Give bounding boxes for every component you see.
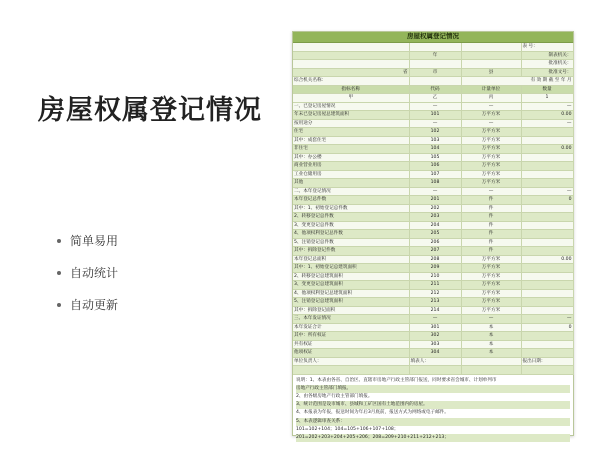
cell-unit: — — [461, 119, 521, 128]
cell-unit: 万平方米 — [461, 136, 521, 145]
bullet-dot-icon — [57, 239, 61, 243]
cell-name: 其中：成套住宅 — [293, 136, 409, 145]
cell-unit: 本 — [461, 323, 521, 332]
table-row — [293, 255, 573, 264]
sheet-title: 房屋权属登记情况 — [293, 32, 573, 43]
cell-unit: 万平方米 — [461, 162, 521, 171]
cell-qty — [521, 170, 573, 179]
cell-code: 214 — [409, 306, 461, 315]
cell-name: 三、本年发证情况 — [293, 315, 409, 324]
cell-unit: — — [461, 187, 521, 196]
province-label: 省 — [293, 68, 409, 77]
cell-qty: 0 — [521, 323, 573, 332]
cell-unit: 件 — [461, 213, 521, 222]
cell-unit: 万平方米 — [461, 153, 521, 162]
cell-name: 商业营业用房 — [293, 162, 409, 171]
blank-row — [293, 366, 573, 375]
cell-qty — [521, 153, 573, 162]
cell-unit: 万平方米 — [461, 128, 521, 137]
table-row — [293, 179, 573, 188]
cell-name: 其中：1、初始登记总建筑面积 — [293, 264, 409, 273]
cell-qty — [521, 136, 573, 145]
cell-qty — [521, 349, 573, 358]
cell-code: 202 — [409, 204, 461, 213]
table-row — [293, 136, 573, 145]
bullet-dot-icon — [57, 271, 61, 275]
cell-unit: 件 — [461, 221, 521, 230]
valid-label: 有 效 期 截 至 年 月 — [461, 77, 573, 86]
cell-qty — [521, 221, 573, 230]
table-row — [293, 170, 573, 179]
cell-unit: — — [461, 315, 521, 324]
cell-name: 2、转移登记总件数 — [293, 213, 409, 222]
filler-label: 填表人： — [409, 357, 461, 366]
cell-qty — [521, 247, 573, 256]
cell-unit: 万平方米 — [461, 170, 521, 179]
cell-code: — — [409, 102, 461, 111]
cell-unit: 本 — [461, 340, 521, 349]
cell-name: 5、注销登记总建筑面积 — [293, 298, 409, 307]
cell-code: 104 — [409, 145, 461, 154]
cell-name: 他项权证 — [293, 349, 409, 358]
cell-name: 其中：拆除登记件数 — [293, 247, 409, 256]
cell-code: — — [409, 187, 461, 196]
cell-name: 4、他项权利登记总件数 — [293, 230, 409, 239]
county-label: 县 — [461, 68, 521, 77]
cell-qty — [521, 264, 573, 273]
cell-name: 其他 — [293, 179, 409, 188]
cell-name: 按用途分 — [293, 119, 409, 128]
cell-code: 208 — [409, 255, 461, 264]
cell-unit: 件 — [461, 238, 521, 247]
cell-qty — [521, 281, 573, 290]
promo-title: 房屋权属登记情况 — [38, 95, 262, 126]
cell-unit: 万平方米 — [461, 306, 521, 315]
cell-code: 103 — [409, 136, 461, 145]
note-line: 5、本表逻辑审查关系： — [296, 418, 570, 426]
bullet-dot-icon — [57, 303, 61, 307]
meta-row — [293, 68, 573, 77]
feature-item — [70, 234, 118, 266]
table-row — [293, 323, 573, 332]
promo-panel — [0, 0, 290, 460]
cell-qty — [521, 213, 573, 222]
cell-unit: 万平方米 — [461, 272, 521, 281]
cell-unit: 万平方米 — [461, 255, 521, 264]
approve-org-label: 批准机关： — [521, 60, 573, 69]
cell-name: 共有权证 — [293, 340, 409, 349]
cell-qty: — — [521, 187, 573, 196]
letter-unit: 丙 — [461, 94, 521, 103]
table-row — [293, 162, 573, 171]
table-row — [293, 204, 573, 213]
signature-row — [293, 357, 573, 366]
feature-item — [70, 298, 118, 330]
cell-name: 其中：拆除登记面积 — [293, 306, 409, 315]
cell-unit: 本 — [461, 332, 521, 341]
cell-qty: — — [521, 102, 573, 111]
table-row — [293, 187, 573, 196]
cell-code: 207 — [409, 247, 461, 256]
header-unit: 计量单位 — [461, 85, 521, 94]
cell-qty — [521, 306, 573, 315]
feature-label: 自动更新 — [70, 298, 119, 312]
table-row — [293, 213, 573, 222]
leader-label: 单位负责人： — [293, 357, 409, 366]
feature-label: 简单易用 — [70, 234, 119, 248]
table-row — [293, 340, 573, 349]
cell-qty: 0 — [521, 196, 573, 205]
cell-code: 212 — [409, 289, 461, 298]
cell-code: 201 — [409, 196, 461, 205]
cell-unit: — — [461, 102, 521, 111]
meta-row — [293, 43, 573, 51]
year-label: 年 — [409, 51, 461, 60]
note-line: 101=102+104；104=105+106+107+108； — [296, 426, 399, 432]
cell-name: 其中：所有权证 — [293, 332, 409, 341]
table-row — [293, 230, 573, 239]
table-row — [293, 153, 573, 162]
cell-name: 2、转移登记总建筑面积 — [293, 272, 409, 281]
cell-name: 住宅 — [293, 128, 409, 137]
cell-name: 其中：办公楼 — [293, 153, 409, 162]
table-row — [293, 119, 573, 128]
cell-unit: 万平方米 — [461, 281, 521, 290]
cell-qty: — — [521, 315, 573, 324]
cell-qty — [521, 272, 573, 281]
cell-code: 205 — [409, 230, 461, 239]
table-row — [293, 298, 573, 307]
cell-code: 304 — [409, 349, 461, 358]
cell-code: 102 — [409, 128, 461, 137]
feature-item — [70, 266, 118, 298]
cell-name: 年末已登记房屋总建筑面积 — [293, 111, 409, 120]
cell-name: 本年登记总件数 — [293, 196, 409, 205]
cell-code: 203 — [409, 213, 461, 222]
cell-code: 105 — [409, 153, 461, 162]
table-row — [293, 111, 573, 120]
cell-code: 206 — [409, 238, 461, 247]
cell-code: 302 — [409, 332, 461, 341]
cell-qty — [521, 298, 573, 307]
feature-list — [70, 234, 118, 330]
meta-row — [293, 77, 573, 86]
note-line: 4、本报表为年报，报送时间为年后3月底前，报送方式为网络或电子邮件。 — [296, 410, 449, 416]
sheet-table — [293, 43, 574, 375]
city-label: 市 — [409, 68, 461, 77]
table-row — [293, 221, 573, 230]
cell-qty — [521, 230, 573, 239]
note-line: 说明：1、本表由各省、自治区、直辖市房地产行政主管部门报送，同时要求省会城市、计划单列市 — [296, 377, 497, 383]
letter-code: 乙 — [409, 94, 461, 103]
note-line: 2、由各级房地产行政主管部门填报。 — [296, 393, 373, 399]
cell-name: 一、已登记房屋情况 — [293, 102, 409, 111]
cell-code: 106 — [409, 162, 461, 171]
cell-name: 本年发证合计 — [293, 323, 409, 332]
cell-unit: 件 — [461, 247, 521, 256]
header-name: 指标名称 — [293, 85, 409, 94]
date-label: 报出日期： — [521, 357, 573, 366]
header-code: 代码 — [409, 85, 461, 94]
table-row — [293, 272, 573, 281]
cell-qty — [521, 340, 573, 349]
table-row — [293, 289, 573, 298]
unit-name-label: 综合机关名称： — [293, 77, 409, 86]
cell-name: 二、本年登记情况 — [293, 187, 409, 196]
cell-code: 213 — [409, 298, 461, 307]
cell-unit: 件 — [461, 230, 521, 239]
cell-unit: 件 — [461, 204, 521, 213]
notes-block — [293, 375, 573, 445]
cell-code: 108 — [409, 179, 461, 188]
cell-qty: — — [521, 119, 573, 128]
note-line: 201=202+203+204+205+206；208=209+210+211+212+213； — [296, 434, 570, 442]
note-line: 房地产行政主管部门填报。 — [296, 385, 570, 393]
note-line: 3、统计范围是设市城市、县城和工矿区国有土地范围内的房屋。 — [296, 401, 570, 409]
approve-no-label: 批准文号： — [521, 68, 573, 77]
cell-qty — [521, 128, 573, 137]
cell-unit: 万平方米 — [461, 289, 521, 298]
feature-label: 自动统计 — [70, 266, 119, 280]
cell-unit: 本 — [461, 349, 521, 358]
table-row — [293, 196, 573, 205]
cell-qty — [521, 238, 573, 247]
spreadsheet-preview — [292, 31, 574, 440]
cell-code: — — [409, 315, 461, 324]
table-row — [293, 281, 573, 290]
table-row — [293, 315, 573, 324]
cell-name: 4、他项权利登记总建筑面积 — [293, 289, 409, 298]
letter-qty: 1 — [521, 94, 573, 103]
table-row — [293, 238, 573, 247]
cell-name: 5、注销登记总件数 — [293, 238, 409, 247]
cell-code: 107 — [409, 170, 461, 179]
table-row — [293, 145, 573, 154]
cell-qty — [521, 179, 573, 188]
cell-name: 其中：1、初始登记总件数 — [293, 204, 409, 213]
cell-qty — [521, 162, 573, 171]
meta-row — [293, 51, 573, 60]
cell-qty: 0.00 — [521, 111, 573, 120]
org-label: 制表机关： — [521, 51, 573, 60]
table-row — [293, 306, 573, 315]
cell-code: 303 — [409, 340, 461, 349]
cell-name: 工业仓储用房 — [293, 170, 409, 179]
table-row — [293, 128, 573, 137]
cell-code: 204 — [409, 221, 461, 230]
cell-name: 本年登记总面积 — [293, 255, 409, 264]
header-qty: 数量 — [521, 85, 573, 94]
cell-name: 3、变更登记总建筑面积 — [293, 281, 409, 290]
cell-code: 211 — [409, 281, 461, 290]
cell-qty: 0.00 — [521, 255, 573, 264]
cell-unit: 万平方米 — [461, 111, 521, 120]
cell-unit: 万平方米 — [461, 179, 521, 188]
cell-code: 101 — [409, 111, 461, 120]
cell-qty — [521, 204, 573, 213]
letter-name: 甲 — [293, 94, 409, 103]
table-row — [293, 332, 573, 341]
header-row — [293, 85, 573, 94]
cell-qty — [521, 332, 573, 341]
cell-code: 301 — [409, 323, 461, 332]
meta-row — [293, 60, 573, 69]
letter-row — [293, 94, 573, 103]
table-row — [293, 247, 573, 256]
cell-code: 209 — [409, 264, 461, 273]
cell-name: 非住宅 — [293, 145, 409, 154]
form-no-label: 表 号： — [521, 43, 573, 51]
cell-code: — — [409, 119, 461, 128]
cell-unit: 件 — [461, 196, 521, 205]
cell-qty — [521, 289, 573, 298]
cell-unit: 万平方米 — [461, 145, 521, 154]
cell-unit: 万平方米 — [461, 298, 521, 307]
cell-code: 210 — [409, 272, 461, 281]
cell-qty: 0.00 — [521, 145, 573, 154]
cell-unit: 万平方米 — [461, 264, 521, 273]
table-row — [293, 264, 573, 273]
cell-name: 3、变更登记总件数 — [293, 221, 409, 230]
table-row — [293, 102, 573, 111]
table-row — [293, 349, 573, 358]
